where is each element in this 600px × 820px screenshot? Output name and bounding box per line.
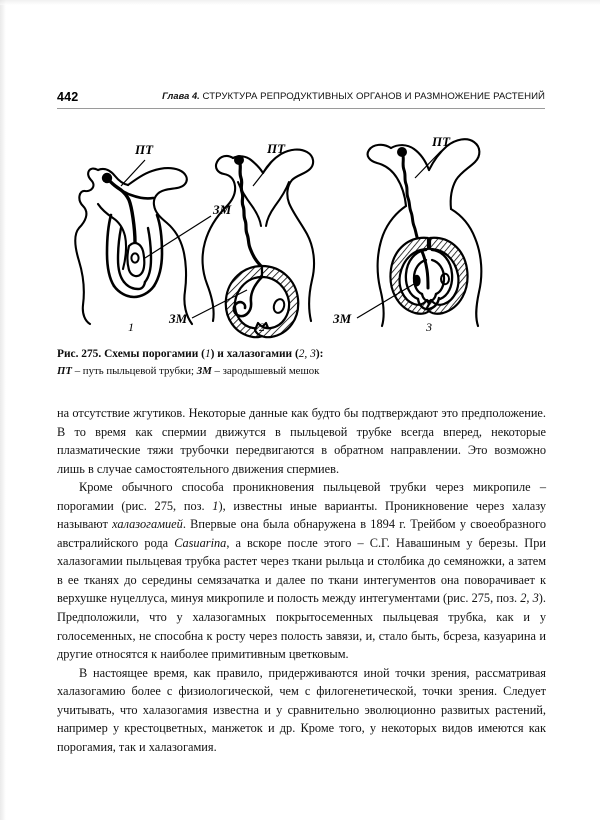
diagram-1-number: 1 <box>128 320 134 334</box>
body-text <box>57 404 546 756</box>
diagram-2-label-zm: ЗМ <box>169 311 188 326</box>
body-paragraph-2-run-1: Кроме обычного способа проникновения пыльцевой трубки через микропиле – порогамии (рис. 275, поз. <box>57 480 546 513</box>
running-head-title <box>162 91 545 102</box>
scan-edge-top <box>0 0 600 5</box>
running-head-rule <box>57 108 545 109</box>
diagram-2-chalazogamy <box>168 141 314 337</box>
figure-caption-num-1: 1 <box>204 348 211 360</box>
scan-edge-left <box>0 0 6 820</box>
figure-caption-title <box>57 348 323 360</box>
figure-number: Рис. 275. <box>57 348 102 360</box>
running-head <box>57 90 545 106</box>
diagram-1-label-zm: ЗМ <box>213 202 232 217</box>
body-paragraph-2-run-2: ), известны иные варианты. Проникновение через халазу называют <box>57 498 546 532</box>
legend-abbr-pt: ПТ <box>57 365 72 377</box>
diagram-2-label-pt: ПТ <box>267 141 286 156</box>
diagram-2-number: 2 <box>259 320 265 334</box>
body-paragraph-2-run-5: ). Предположили, что у халазогамных покрытосеменных пыльцевая трубка, как и у голосеменных, не способна к росту через полость завязи, и, стало быть, бсреза, казуарина и другие относятся к наиболее примитивным цветковым. <box>57 591 546 662</box>
legend-text-pt: – путь пыльцевой трубки; <box>72 365 197 377</box>
body-p2-italic-chalazogamy: халазогамией <box>112 517 183 532</box>
page-number: 442 <box>57 90 79 104</box>
running-head-section: СТРУКТУРА РЕПРОДУКТИВНЫХ ОРГАНОВ И РАЗМНОЖЕНИЕ РАСТЕНИЙ <box>202 91 545 102</box>
diagram-1-label-pt: ПТ <box>135 142 154 157</box>
body-paragraph-1: на отсутствие жгутиков. Некоторые данные как будто бы подтверждают это предположение. В то время как спермии движутся в пыльцевой трубке всегда вперед, некоторые плазматические тяжи трубочки передвигаются в обратном направлении. Это возможно лишь в случае самостоятельного движения спермиев. <box>57 406 546 476</box>
figure-legend <box>57 364 547 379</box>
legend-abbr-zm: ЗМ <box>196 365 212 377</box>
figure-275 <box>57 118 545 343</box>
figure-caption <box>57 347 547 379</box>
diagram-3-label-zm: ЗМ <box>333 311 352 326</box>
body-paragraph-2 <box>57 478 546 663</box>
legend-text-zm: – зародышевый мешок <box>211 365 320 377</box>
diagram-3-chalazogamy <box>332 134 481 334</box>
diagram-3-label-pt: ПТ <box>432 134 451 149</box>
body-p2-pos-23: 2, 3 <box>520 591 539 606</box>
diagram-3-number: 3 <box>426 320 432 334</box>
figure-caption-end: ): <box>315 348 324 360</box>
body-paragraph-3: В настоящее время, как правило, придерживаются иной точки зрения, рассматривая халазогамию более с физиологической, чем с филогенетической, точки зрения. Следует учитывать, что халазогамия известна и у сравнительно эволюционно развитых растений, например у крестоцветных, манжеток и др. Кроме того, у некоторых видов имеются как порогамия, так и халазогамия. <box>57 665 546 754</box>
figure-caption-num-23: 2, 3 <box>298 348 316 360</box>
diagram-1-porogamy <box>75 142 231 334</box>
body-p2-pos-1: 1 <box>212 498 219 513</box>
body-paragraph-2-run-4: , а вскоре после этого – С.Г. Навашиным у березы. При халазогамии пыльцевая трубка растет через ткани рыльца и столбика до семяножки, а затем в ее тканях до середины семязачатка и далее по ткани интегументов она поворачивает к верхушке нуцеллуса, минуя микропиле и полость между интегументами (рис. 275, поз. <box>57 535 546 606</box>
figure-caption-mid: ) и халазогамии ( <box>210 348 299 360</box>
running-head-chapter: Глава 4. <box>162 91 200 101</box>
figure-caption-text: Схемы порогамии ( <box>104 348 205 360</box>
body-paragraph-2-run-3: . Впервые она была обнаружена в 1894 г. Трейбом у своеобразного австралийского рода <box>57 517 546 550</box>
body-p2-italic-casuarina: Casuarina <box>174 535 227 550</box>
